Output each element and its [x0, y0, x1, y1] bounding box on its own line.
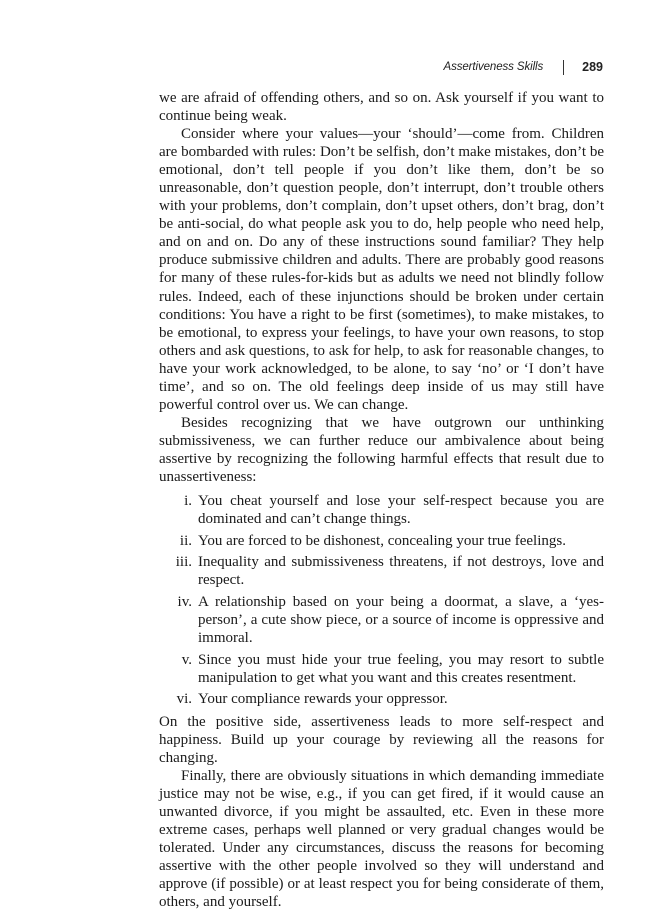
list-item-text: Since you must hide your true feeling, you may resort to subtle manipulation to get what you want and this creates resentment. — [198, 651, 604, 686]
running-header — [444, 58, 603, 76]
paragraph-positive-side: On the positive side, assertiveness leads to more self-respect and happiness. Build up your courage by reviewing all the reasons for changing. — [159, 713, 604, 766]
list-item-number: i. — [184, 493, 192, 510]
list-item — [159, 492, 604, 528]
page-number: 289 — [582, 60, 603, 74]
list-item-text: You cheat yourself and lose your self-respect because you are dominated and can’t change things. — [198, 493, 604, 528]
harmful-effects-list — [159, 492, 604, 708]
paragraph-finally: Finally, there are obviously situations in which demanding immediate justice may not be wise, e.g., if you can get fired, if it would cause an unwanted divorce, if you might be assaulted, etc. Even in these more extreme cases, perhaps well planned or very gradual changes would be tolerated. Under any circumstances, discuss the reasons for becoming assertive with the other people involved so they will understand and approve (if possible) or at least respect you for being considerate of them, others, and yourself. — [159, 767, 604, 910]
section-title: Assertiveness Skills — [443, 61, 544, 73]
list-item — [159, 651, 604, 687]
list-item-text: A relationship based on your being a doormat, a slave, a ‘yes-person’, a cute show piece, or a source of income is oppressive and immoral. — [198, 594, 604, 647]
list-item-number: iv. — [177, 594, 192, 611]
list-item-number: ii. — [179, 532, 192, 549]
list-item-text: You are forced to be dishonest, concealing your true feelings. — [198, 532, 566, 549]
paragraph-harmful-effects: Besides recognizing that we have outgrown our unthinking submissiveness, we can further reduce our ambivalence about being assertive by recognizing the following harmful effects that result due to unassertiveness: — [159, 414, 604, 485]
list-item — [159, 553, 604, 589]
list-item — [159, 532, 604, 550]
list-item-text: Your compliance rewards your oppressor. — [198, 691, 448, 708]
header-divider — [563, 60, 564, 75]
list-item-text: Inequality and submissiveness threatens, if not destroys, love and respect. — [198, 554, 604, 589]
paragraph-values: Consider where your values—your ‘should’—come from. Children are bombarded with rules: Don’t be selfish, don’t make mistakes, don’t be emotional, don’t tell people if you don’t like them, don’t be so unreasonable, don’t question people, don’t interrupt, don’t trouble others with your problems, don’t complain, don’t upset others, don’t brag, don’t be anti-social, do what people ask you to do, help people who need help, and on and on. Do any of these instructions sound familiar? They help produce submissive children and adults. There are probably good reasons for many of these rules-for-kids but as adults we need not blindly follow rules. Indeed, each of these injunctions should be broken under certain conditions: You have a right to be first (sometimes), to make mistakes, to be emotional, to express your feelings, to have your own reasons, to stop others and ask questions, to ask for help, to ask for reasonable changes, to have your work acknowledged, to be alone, to say ‘no’ or ‘I don’t have time’, and so on. The old feelings deep inside of us may still have powerful control over us. We can change. — [159, 126, 604, 413]
list-item — [159, 690, 604, 708]
list-item-number: v. — [181, 651, 192, 668]
list-item — [159, 593, 604, 647]
page-body — [159, 89, 604, 911]
list-item-number: iii. — [175, 554, 192, 571]
paragraph-continuation: we are afraid of offending others, and so on. Ask yourself if you want to continue being weak. — [159, 90, 604, 125]
list-item-number: vi. — [176, 691, 192, 708]
